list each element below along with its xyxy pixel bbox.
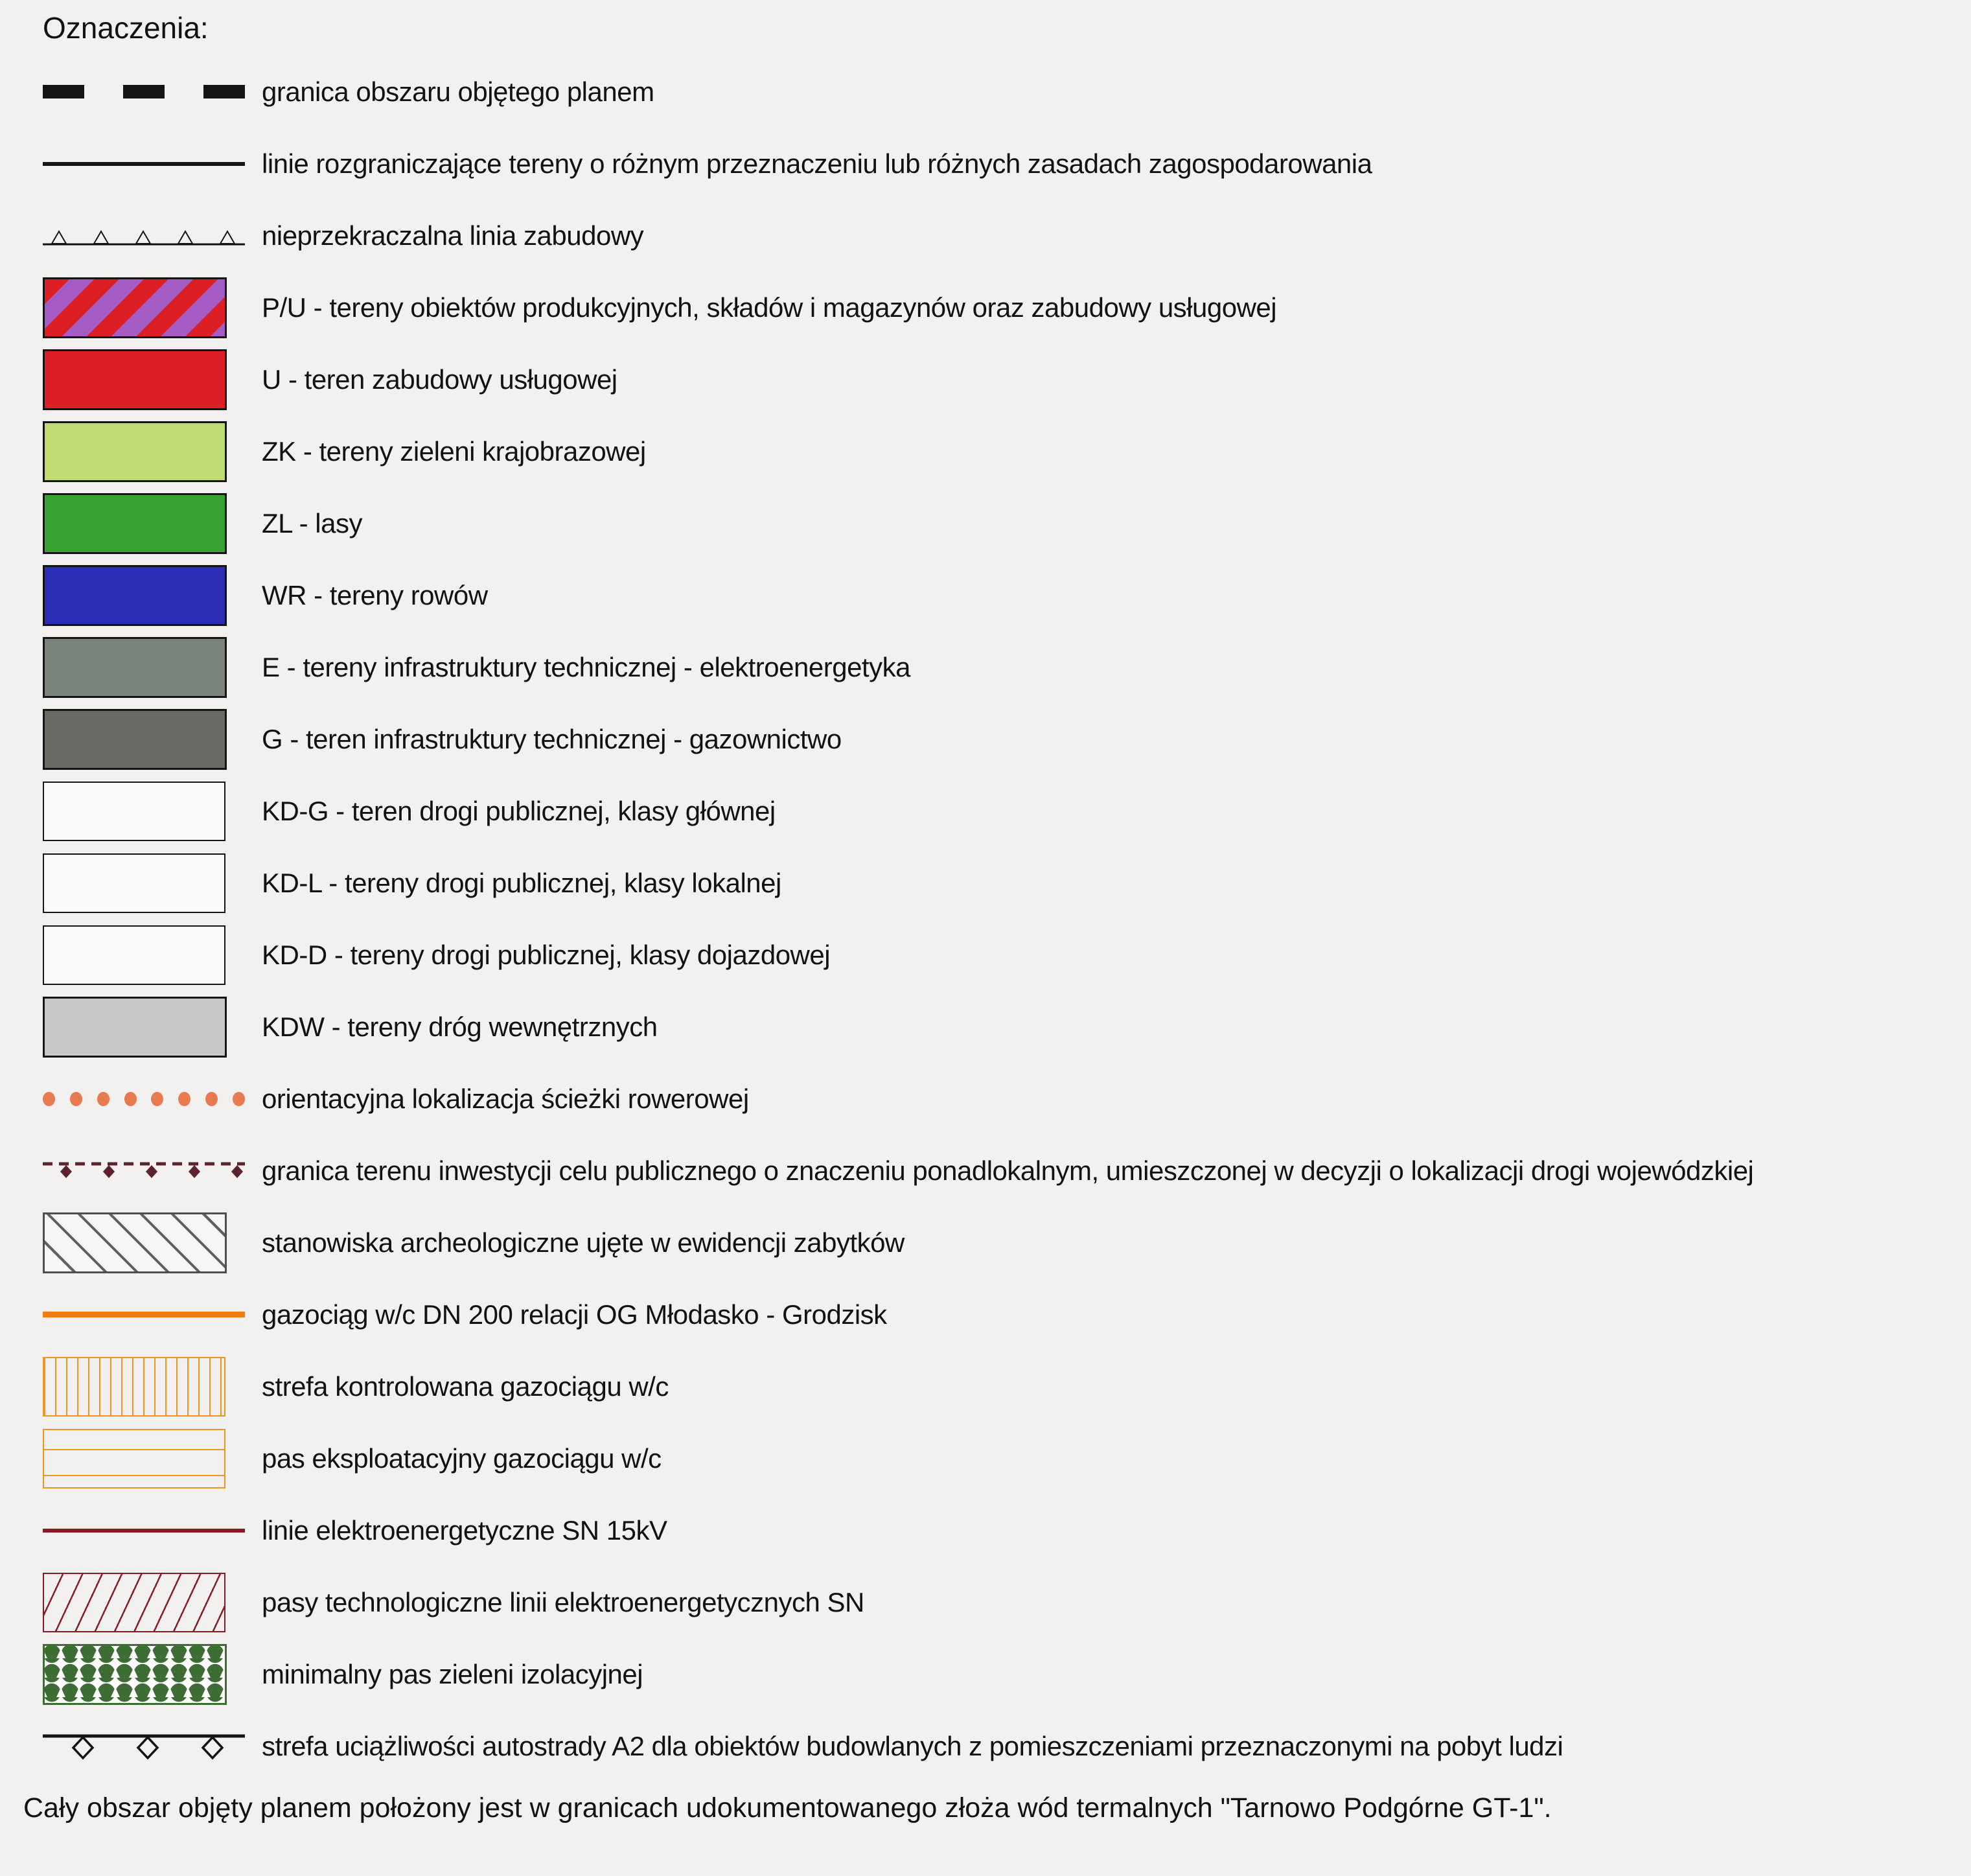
legend-row-kdw-area bbox=[23, 991, 1971, 1063]
green-buffer-symbol bbox=[43, 1644, 245, 1705]
legend-row-bike-path bbox=[23, 1063, 1971, 1135]
zk-area-symbol bbox=[43, 421, 245, 482]
legend-label: G - teren infrastruktury technicznej - gazownictwo bbox=[262, 723, 842, 754]
legend-label: ZK - tereny zieleni krajobrazowej bbox=[262, 435, 646, 467]
legend-row-zl-area bbox=[23, 487, 1971, 559]
archaeological-sites-symbol bbox=[43, 1212, 245, 1273]
legend-row-power-lines-sn bbox=[23, 1494, 1971, 1566]
legend-row-green-buffer bbox=[23, 1638, 1971, 1710]
e-area-symbol bbox=[43, 637, 245, 698]
legend-row-kdg-area bbox=[23, 775, 1971, 847]
legend-row-u-area bbox=[23, 343, 1971, 415]
legend-row-power-line-strips bbox=[23, 1566, 1971, 1638]
legend-label: KD-G - teren drogi publicznej, klasy głównej bbox=[262, 795, 776, 826]
legend-label: strefa uciążliwości autostrady A2 dla obiektów budowlanych z pomieszczeniami przeznaczonymi na pobyt ludzi bbox=[262, 1730, 1563, 1761]
dark-red-line-icon bbox=[43, 1529, 245, 1533]
legend-row-dividing-lines bbox=[23, 128, 1971, 200]
red-swatch-icon bbox=[43, 349, 227, 410]
diamond-line-icon bbox=[43, 1731, 245, 1762]
power-lines-sn-symbol bbox=[43, 1529, 245, 1533]
red-diagonal-hatch-swatch-icon bbox=[43, 1573, 225, 1632]
plan-boundary-symbol bbox=[43, 85, 245, 98]
a2-nuisance-zone-symbol bbox=[43, 1731, 245, 1762]
legend-label: ZL - lasy bbox=[262, 507, 362, 538]
gas-control-zone-symbol bbox=[43, 1357, 245, 1417]
legend-label: minimalny pas zieleni izolacyjnej bbox=[262, 1658, 643, 1689]
legend-row-plan-boundary bbox=[23, 56, 1971, 128]
legend-row-public-investment-boundary bbox=[23, 1135, 1971, 1207]
legend-label: linie elektroenergetyczne SN 15kV bbox=[262, 1514, 667, 1546]
legend-row-gas-control-zone bbox=[23, 1350, 1971, 1422]
white-swatch-icon bbox=[43, 782, 225, 841]
gas-pipeline-symbol bbox=[43, 1312, 245, 1317]
dashed-diamond-line-icon bbox=[43, 1159, 245, 1183]
wr-area-symbol bbox=[43, 565, 245, 626]
white-swatch-icon bbox=[43, 853, 225, 913]
kdg-area-symbol bbox=[43, 782, 245, 841]
legend-label: nieprzekraczalna linia zabudowy bbox=[262, 220, 644, 251]
white-swatch-icon bbox=[43, 925, 225, 985]
u-area-symbol bbox=[43, 349, 245, 410]
legend-label: granica obszaru objętego planem bbox=[262, 76, 654, 107]
legend-row-gas-exploitation-strip bbox=[23, 1422, 1971, 1494]
legend-row-a2-nuisance-zone bbox=[23, 1710, 1971, 1782]
legend-label: P/U - tereny obiektów produkcyjnych, składów i magazynów oraz zabudowy usługowej bbox=[262, 292, 1277, 323]
legend-label: pas eksploatacyjny gazociągu w/c bbox=[262, 1442, 662, 1474]
legend-row-g-area bbox=[23, 703, 1971, 775]
kdl-area-symbol bbox=[43, 853, 245, 913]
public-investment-boundary-symbol bbox=[43, 1159, 245, 1183]
legend-label: KDW - tereny dróg wewnętrznych bbox=[262, 1011, 658, 1042]
light-gray-swatch-icon bbox=[43, 997, 227, 1058]
light-green-swatch-icon bbox=[43, 421, 227, 482]
legend-label: orientacyjna lokalizacja ścieżki rowerowej bbox=[262, 1083, 749, 1114]
triangle-line-icon bbox=[43, 225, 245, 247]
blue-swatch-icon bbox=[43, 565, 227, 626]
legend-label: pasy technologiczne linii elektroenergetycznych SN bbox=[262, 1586, 864, 1617]
legend-label: E - tereny infrastruktury technicznej - elektroenergetyka bbox=[262, 651, 910, 682]
legend-label: strefa kontrolowana gazociągu w/c bbox=[262, 1371, 669, 1402]
power-line-strips-symbol bbox=[43, 1573, 245, 1632]
dotted-line-icon bbox=[43, 1092, 245, 1106]
legend-label: stanowiska archeologiczne ujęte w ewidencji zabytków bbox=[262, 1227, 905, 1258]
kdd-area-symbol bbox=[43, 925, 245, 985]
zl-area-symbol bbox=[43, 493, 245, 554]
kdw-area-symbol bbox=[43, 997, 245, 1058]
orange-line-icon bbox=[43, 1312, 245, 1317]
diagonal-hatch-swatch-icon bbox=[43, 1212, 227, 1273]
legend-label: U - teren zabudowy usługowej bbox=[262, 364, 617, 395]
pu-area-symbol bbox=[43, 277, 245, 338]
bike-path-symbol bbox=[43, 1092, 245, 1106]
dark-gray-swatch-icon bbox=[43, 709, 227, 770]
legend-label: KD-L - tereny drogi publicznej, klasy lokalnej bbox=[262, 867, 781, 898]
legend-rows bbox=[23, 56, 1971, 1782]
gray-swatch-icon bbox=[43, 637, 227, 698]
thick-dashed-line-icon bbox=[43, 85, 245, 98]
legend-label: granica terenu inwestycji celu publicznego o znaczeniu ponadlokalnym, umieszczonej w decyzji o lokalizacji drogi wojewódzkiej bbox=[262, 1155, 1754, 1186]
legend-label: KD-D - tereny drogi publicznej, klasy dojazdowej bbox=[262, 939, 831, 970]
footer-note: Cały obszar objęty planem położony jest w granicach udokumentowanego złoża wód termalnych "Tarnowo Podgórne GT-1". bbox=[23, 1792, 1552, 1824]
g-area-symbol bbox=[43, 709, 245, 770]
legend-row-gas-pipeline bbox=[23, 1279, 1971, 1350]
building-line-symbol bbox=[43, 225, 245, 247]
dividing-lines-symbol bbox=[43, 162, 245, 166]
gas-exploitation-strip-symbol bbox=[43, 1429, 245, 1488]
striped-swatch-icon bbox=[43, 277, 227, 338]
legend-row-e-area bbox=[23, 631, 1971, 703]
legend-row-pu-area bbox=[23, 272, 1971, 343]
legend-row-wr-area bbox=[23, 559, 1971, 631]
vertical-hatch-swatch-icon bbox=[43, 1357, 225, 1417]
horizontal-bands-swatch-icon bbox=[43, 1429, 225, 1488]
tree-pattern-swatch-icon bbox=[43, 1644, 227, 1705]
solid-line-icon bbox=[43, 162, 245, 166]
legend-row-kdl-area bbox=[23, 847, 1971, 919]
green-swatch-icon bbox=[43, 493, 227, 554]
legend-row-zk-area bbox=[23, 415, 1971, 487]
legend-row-kdd-area bbox=[23, 919, 1971, 991]
legend-row-archaeological-sites bbox=[23, 1207, 1971, 1279]
legend-row-building-line bbox=[23, 200, 1971, 272]
legend-label: WR - tereny rowów bbox=[262, 579, 488, 610]
legend-label: linie rozgraniczające tereny o różnym przeznaczeniu lub różnych zasadach zagospodarowania bbox=[262, 148, 1372, 179]
legend-label: gazociąg w/c DN 200 relacji OG Młodasko - Grodzisk bbox=[262, 1299, 887, 1330]
legend-title: Oznaczenia: bbox=[43, 11, 209, 45]
